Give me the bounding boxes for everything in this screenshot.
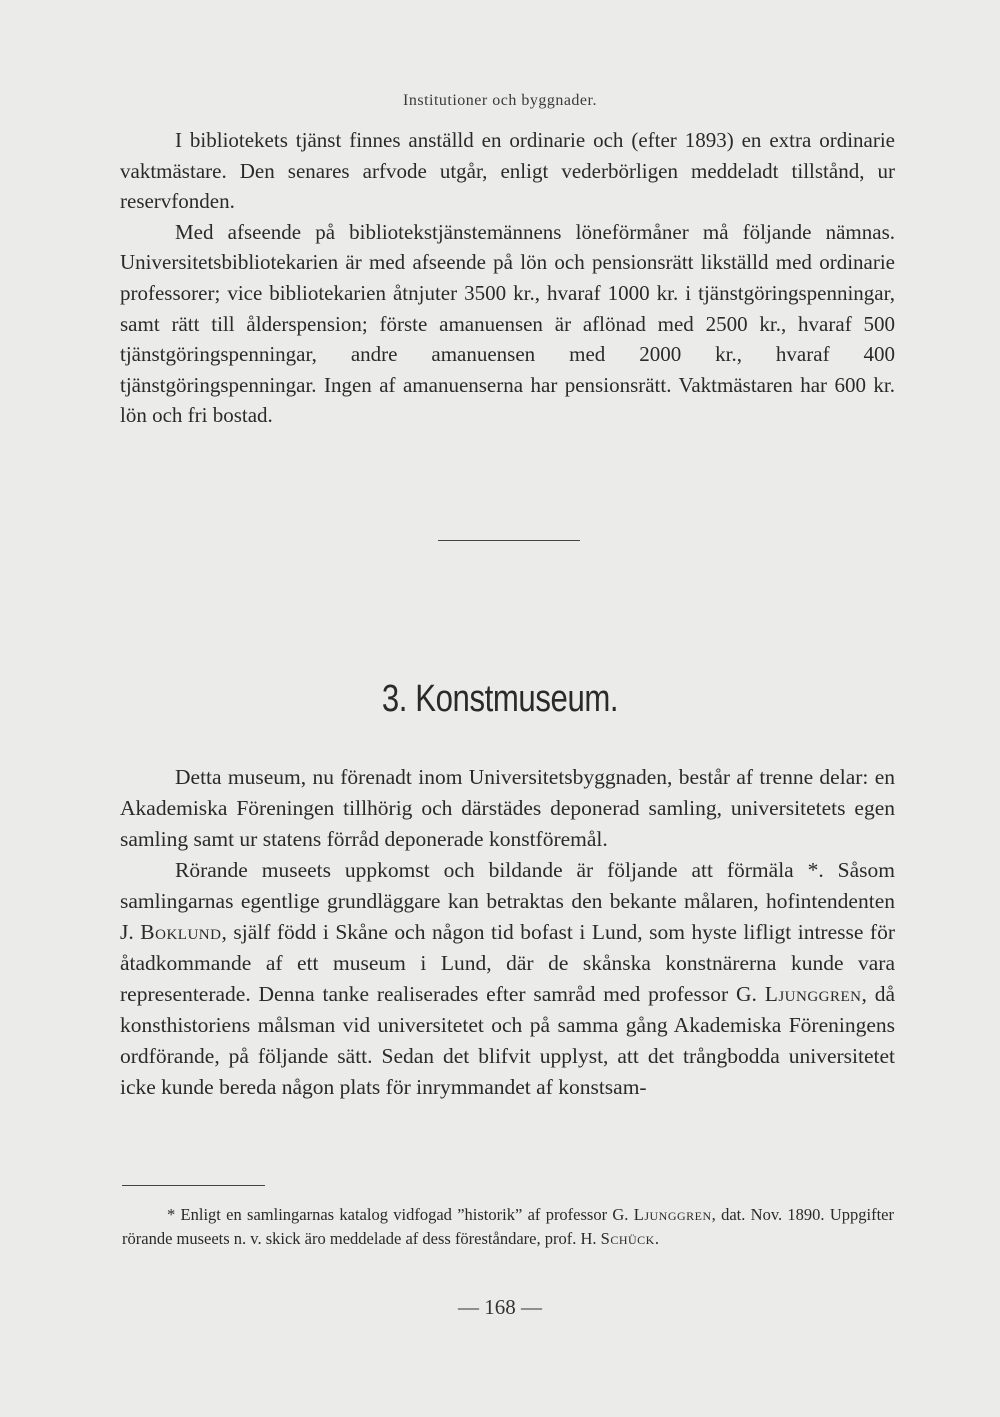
section-divider <box>438 540 580 541</box>
footnote-paragraph <box>122 1203 894 1251</box>
paragraph: I bibliotekets tjänst finnes anställd en ordinarie och (efter 1893) en extra ordinarie vaktmästare. Den senares arfvode utgår, enligt vederbörligen meddeladt tillstånd, ur reservfonden. <box>120 128 895 214</box>
text-run: , dat. Nov. 1890. Uppgifter rörande museets n. v. skick äro meddelade af dess föreståndare, prof. H. <box>122 1205 894 1248</box>
text-run: Rörande museets uppkomst och bildande är följande att förmäla *. Såsom samlingarnas egentlige grundläggare kan betraktas den bekante målaren, hofintendenten J. <box>120 858 895 944</box>
text-run: . <box>654 1229 659 1248</box>
section-heading: 3. Konstmuseum. <box>381 678 619 720</box>
text-run: , själf född i Skåne och någon tid bofast i Lund, som hyste lifligt intresse för åtadkommande af ett museum i Lund, där de skånska konstnärerna kunde vara representerade. Denna tanke realiserades efter samråd med professor G. <box>120 920 895 1006</box>
library-staff-text <box>120 125 895 431</box>
running-head: Institutioner och byggnader. <box>403 92 597 109</box>
name-ljunggren: Ljunggren <box>764 982 862 1006</box>
page-number: — 168 — <box>458 1295 542 1319</box>
paragraph <box>120 855 895 1103</box>
footnote-divider <box>122 1185 265 1186</box>
name-schuck: Schück <box>600 1229 655 1248</box>
name-boklund: Boklund <box>140 920 222 944</box>
name-ljunggren: Ljunggren <box>633 1205 712 1224</box>
footnote <box>122 1203 894 1251</box>
text-run: , då konsthistoriens målsman vid universitetet och på samma gång Akademiska Föreningens ordförande, på följande sätt. Sedan det blifvit upplyst, att det trångbodda universitetet icke kunde bereda någon plats för inrymmandet af konstsam- <box>120 982 895 1099</box>
paragraph: Med afseende på bibliotekstjänstemännens löneförmåner må följande nämnas. Universitetsbibliotekarien är med afseende på lön och pensionsrätt likställd med ordinarie professorer; vice bibliotekarien åtnjuter 3500 kr., hvaraf 1000 kr. i tjänstgöringspenningar, samt rätt till ålderspension; förste amanuensen är aflönad med 2500 kr., hvaraf 500 tjänstgöringspenningar, andre amanuensen med 2000 kr., hvaraf 400 tjänstgöringspenningar. Ingen af amanuenserna har pensionsrätt. Vaktmästaren har 600 kr. lön och fri bostad. <box>120 219 895 428</box>
konstmuseum-text <box>120 762 895 1103</box>
text-run: * Enligt en samlingarnas katalog vidfogad ”historik” af professor G. <box>167 1205 634 1224</box>
paragraph: Detta museum, nu förenadt inom Universitetsbyggnaden, består af trenne delar: en Akademiska Föreningen tillhörig och därstädes deponerad samling, universitetets egen samling samt ur statens förråd deponerade konstföremål. <box>120 765 895 851</box>
